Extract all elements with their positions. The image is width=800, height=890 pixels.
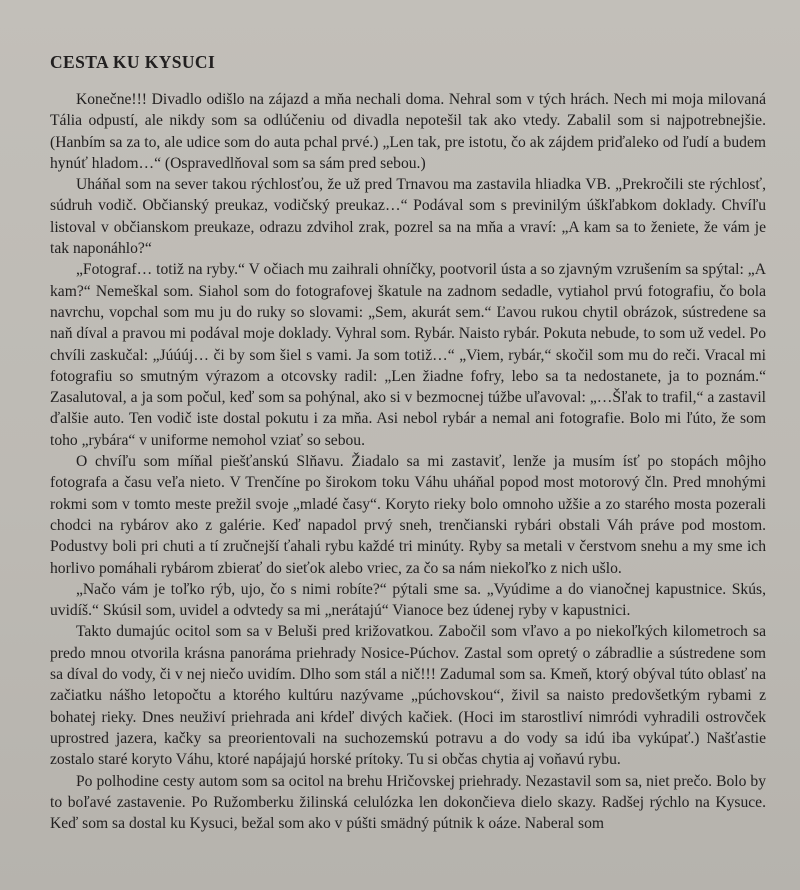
paragraph-5: „Načo vám je toľko rýb, ujo, čo s nimi robíte?“ pýtali sme sa. „Vyúdime a do vianočnej kapustnice. Skús, uvidíš.“ Skúsil som, uvidel a odvtedy sa mi „nerátajú“ Vianoce bez údenej ryby v kapustnici. [50,580,766,620]
paragraph-3: „Fotograf… totiž na ryby.“ V očiach mu zaihrali ohníčky, pootvoril ústa a so zjavným vzrušením sa spýtal: „A kam?“ Nemeškal som. Siahol som do fotografovej škatule na zadnom sedadle, vytiahol prvú fotografiu, čo bola navrchu, vopchal som mu ju do ruky so slovami: „Sem, akurát sem.“ Ľavou rukou chytil obrázok, sústredene sa naň díval a pravou mi podával moje doklady. Vyhral som. Rybár. Naisto rybár. Pokuta nebude, to som už vedel. Po chvíli zaskučal: „Júúúj… či by som šiel s vami. Ja som totiž…“ „Viem, rybár,“ skočil som mu do reči. Vracal mi fotografiu so smutným výrazom a otcovsky radil: „Len žiadne fofry, lebo sa ta nedostanete, ja to poznám.“ Zasalutoval, a ja som počul, keď som sa pohýnal, ako si v bezmocnej túžbe uľavoval: „…Šľak to trafil,“ a zastavil ďalšie auto. Ten vodič iste dostal pokutu i za mňa. Asi nebol rybár a nemal ani fotografie. Bolo mi ľúto, že som toho „rybára“ v uniforme nemohol vziať so sebou. [50,261,766,449]
paragraph-6: Takto dumajúc ocitol som sa v Beluši pred križovatkou. Zabočil som vľavo a po niekoľkých kilometroch sa predo mnou otvorila krásna panoráma priehrady Nosice-Púchov. Zastal som opretý o zábradlie a sústredene som sa díval do vody, či v nej niečo uvidím. Dlho som stál a nič!!! Zadumal som sa. Kmeň, ktorý obýval túto oblasť na začiatku nášho letopočtu a ktorého kultúru nazývame „púchovskou“, živil sa naisto predovšetkým rybami z bohatej rieky. Dnes neuživí priehrada ani kŕdeľ divých kačiek. (Hoci im starostliví nimródi vyhradili ostrovček uprostred jazera, kačky sa preorientovali na suchozemskú potravu a do vody sa idú iba vykúpať.) Našťastie zostalo staré koryto Váhu, ktoré napájajú horské prítoky. Tu si občas chytia aj voňavú rybu. [50,623,766,769]
chapter-title: CESTA KU KYSUCI [50,52,216,72]
paragraph-2: Uháňal som na sever takou rýchlosťou, že už pred Trnavou ma zastavila hliadka VB. „Prekročili ste rýchlosť, súdruh vodič. Občianský preukaz, vodičský preukaz…“ Podával som s previnilým úškľabkom doklady. Chvíľu listoval v občianskom preukaze, odrazu zdvihol zrak, pozrel sa na mňa a vraví: „A kam sa to ženiete, že vám je tak naponáhlo?“ [50,176,766,258]
paragraph-7: Po polhodine cesty autom som sa ocitol na brehu Hričovskej priehrady. Nezastavil som sa, niet prečo. Bolo by to boľavé zastavenie. Po Ružomberku žilinská celulózka len dokončieva dielo skazy. Radšej rýchlo na Kysuce. Keď som sa dostal ku Kysuci, bežal som ako v púšti smädný pútnik k oáze. Naberal som [50,772,766,833]
paragraph-1: Konečne!!! Divadlo odišlo na zájazd a mňa nechali doma. Nehral som v tých hrách. Nech mi moja milovaná Tália odpustí, ale nikdy som sa odlúčeniu od divadla nepotešil tak ako vtedy. Zabalil som si najpotrebnejšie. (Hanbím sa za to, ale udice som do auta pchal prvé.) „Len tak, pre istotu, čo ak zájdem priďaleko od ľudí a budem hynúť hladom…“ (Ospravedlňoval som sa sám pred sebou.) [50,91,766,172]
paragraph-4: O chvíľu som míňal piešťanskú Slňavu. Žiadalo sa mi zastaviť, lenže ja musím ísť po stopách môjho fotografa a času veľa nieto. V Trenčíne po širokom toku Váhu uháňal popod most motorový čln. Pred mnohými rokmi som v tomto meste prežil svoje „mladé časy“. Koryto rieky bolo omnoho užšie a zo starého mosta pozerali chodci na rybárov ako z galérie. Keď napadol prvý sneh, trenčianski rybári obstali Váh práve pod mostom. Podustvy boli pri chuti a tí zručnejší ťahali rybu každé tri minúty. Ryby sa metali v čerstvom snehu a my sme ich horlivo pomáhali rybárom zbierať do sieťok alebo vriec, za čo sa nám niekoľko z nich ušlo. [50,453,766,577]
